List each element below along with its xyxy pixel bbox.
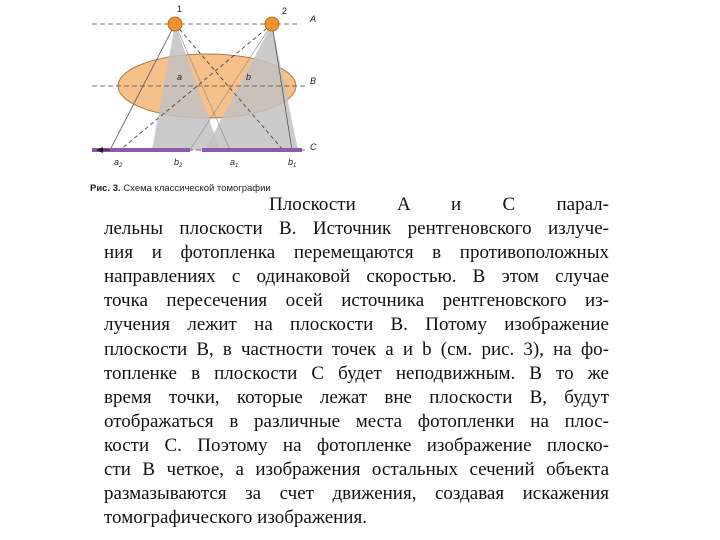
film-label-b2: $b_2$ — [174, 157, 183, 169]
plane-b-label: B — [310, 76, 317, 86]
film-left-arrowhead — [96, 147, 103, 153]
plane-a-label: A — [310, 14, 317, 24]
figure-caption-prefix: Рис. 3. — [90, 183, 121, 194]
film-label-b1: $b_1$ — [288, 157, 297, 169]
point-a-label: a — [177, 72, 183, 82]
figure-caption-text: Схема классической томографии — [123, 183, 271, 194]
film-label-a1: $a_1$ — [230, 157, 239, 169]
text-line: ния и фотопленка перемещаются в противоположных — [104, 242, 609, 264]
text-line: топленке в плоскости C будет неподвижным. В то же — [104, 362, 609, 384]
text-line: лучения лежит на плоскости B. Потому изображение — [104, 314, 609, 336]
source-2-icon — [265, 17, 279, 31]
text-line: лельны плоскости B. Источник рентгеновского излуче- — [104, 218, 609, 240]
source-2-label: 2 — [282, 6, 288, 16]
film-right — [202, 148, 302, 152]
film-label-a2: $a_2$ — [114, 157, 123, 169]
text-line: направлениях с одинаковой скоростью. В этом случае — [104, 266, 609, 288]
source-1-icon — [168, 17, 182, 31]
text-line: сти B четкое, а изображения остальных сечений объекта — [104, 459, 609, 481]
plane-c-label: C — [310, 142, 317, 152]
point-b-label: b — [246, 72, 252, 82]
source-1-label: 1 — [177, 4, 183, 14]
body-paragraph — [104, 193, 609, 530]
text-line: томографического изображения. — [104, 507, 367, 529]
text-line: точка пересечения осей источника рентгеновского из- — [104, 290, 609, 312]
text-line: отображаться в различные места фотопленки на плос- — [104, 410, 609, 432]
text-line: плоскости B, в частности точек a и b (см. рис. 3), на фо- — [104, 338, 609, 360]
text-line: кости C. Поэтому на фотопленке изображение плоско- — [104, 434, 609, 456]
tomography-diagram — [0, 0, 720, 200]
text-line: время точки, которые лежат вне плоскости B, будут — [104, 386, 609, 408]
text-line: Плоскости A и C парал- — [269, 194, 609, 215]
text-line: размазываются за счет движения, создавая искажения — [104, 483, 609, 505]
